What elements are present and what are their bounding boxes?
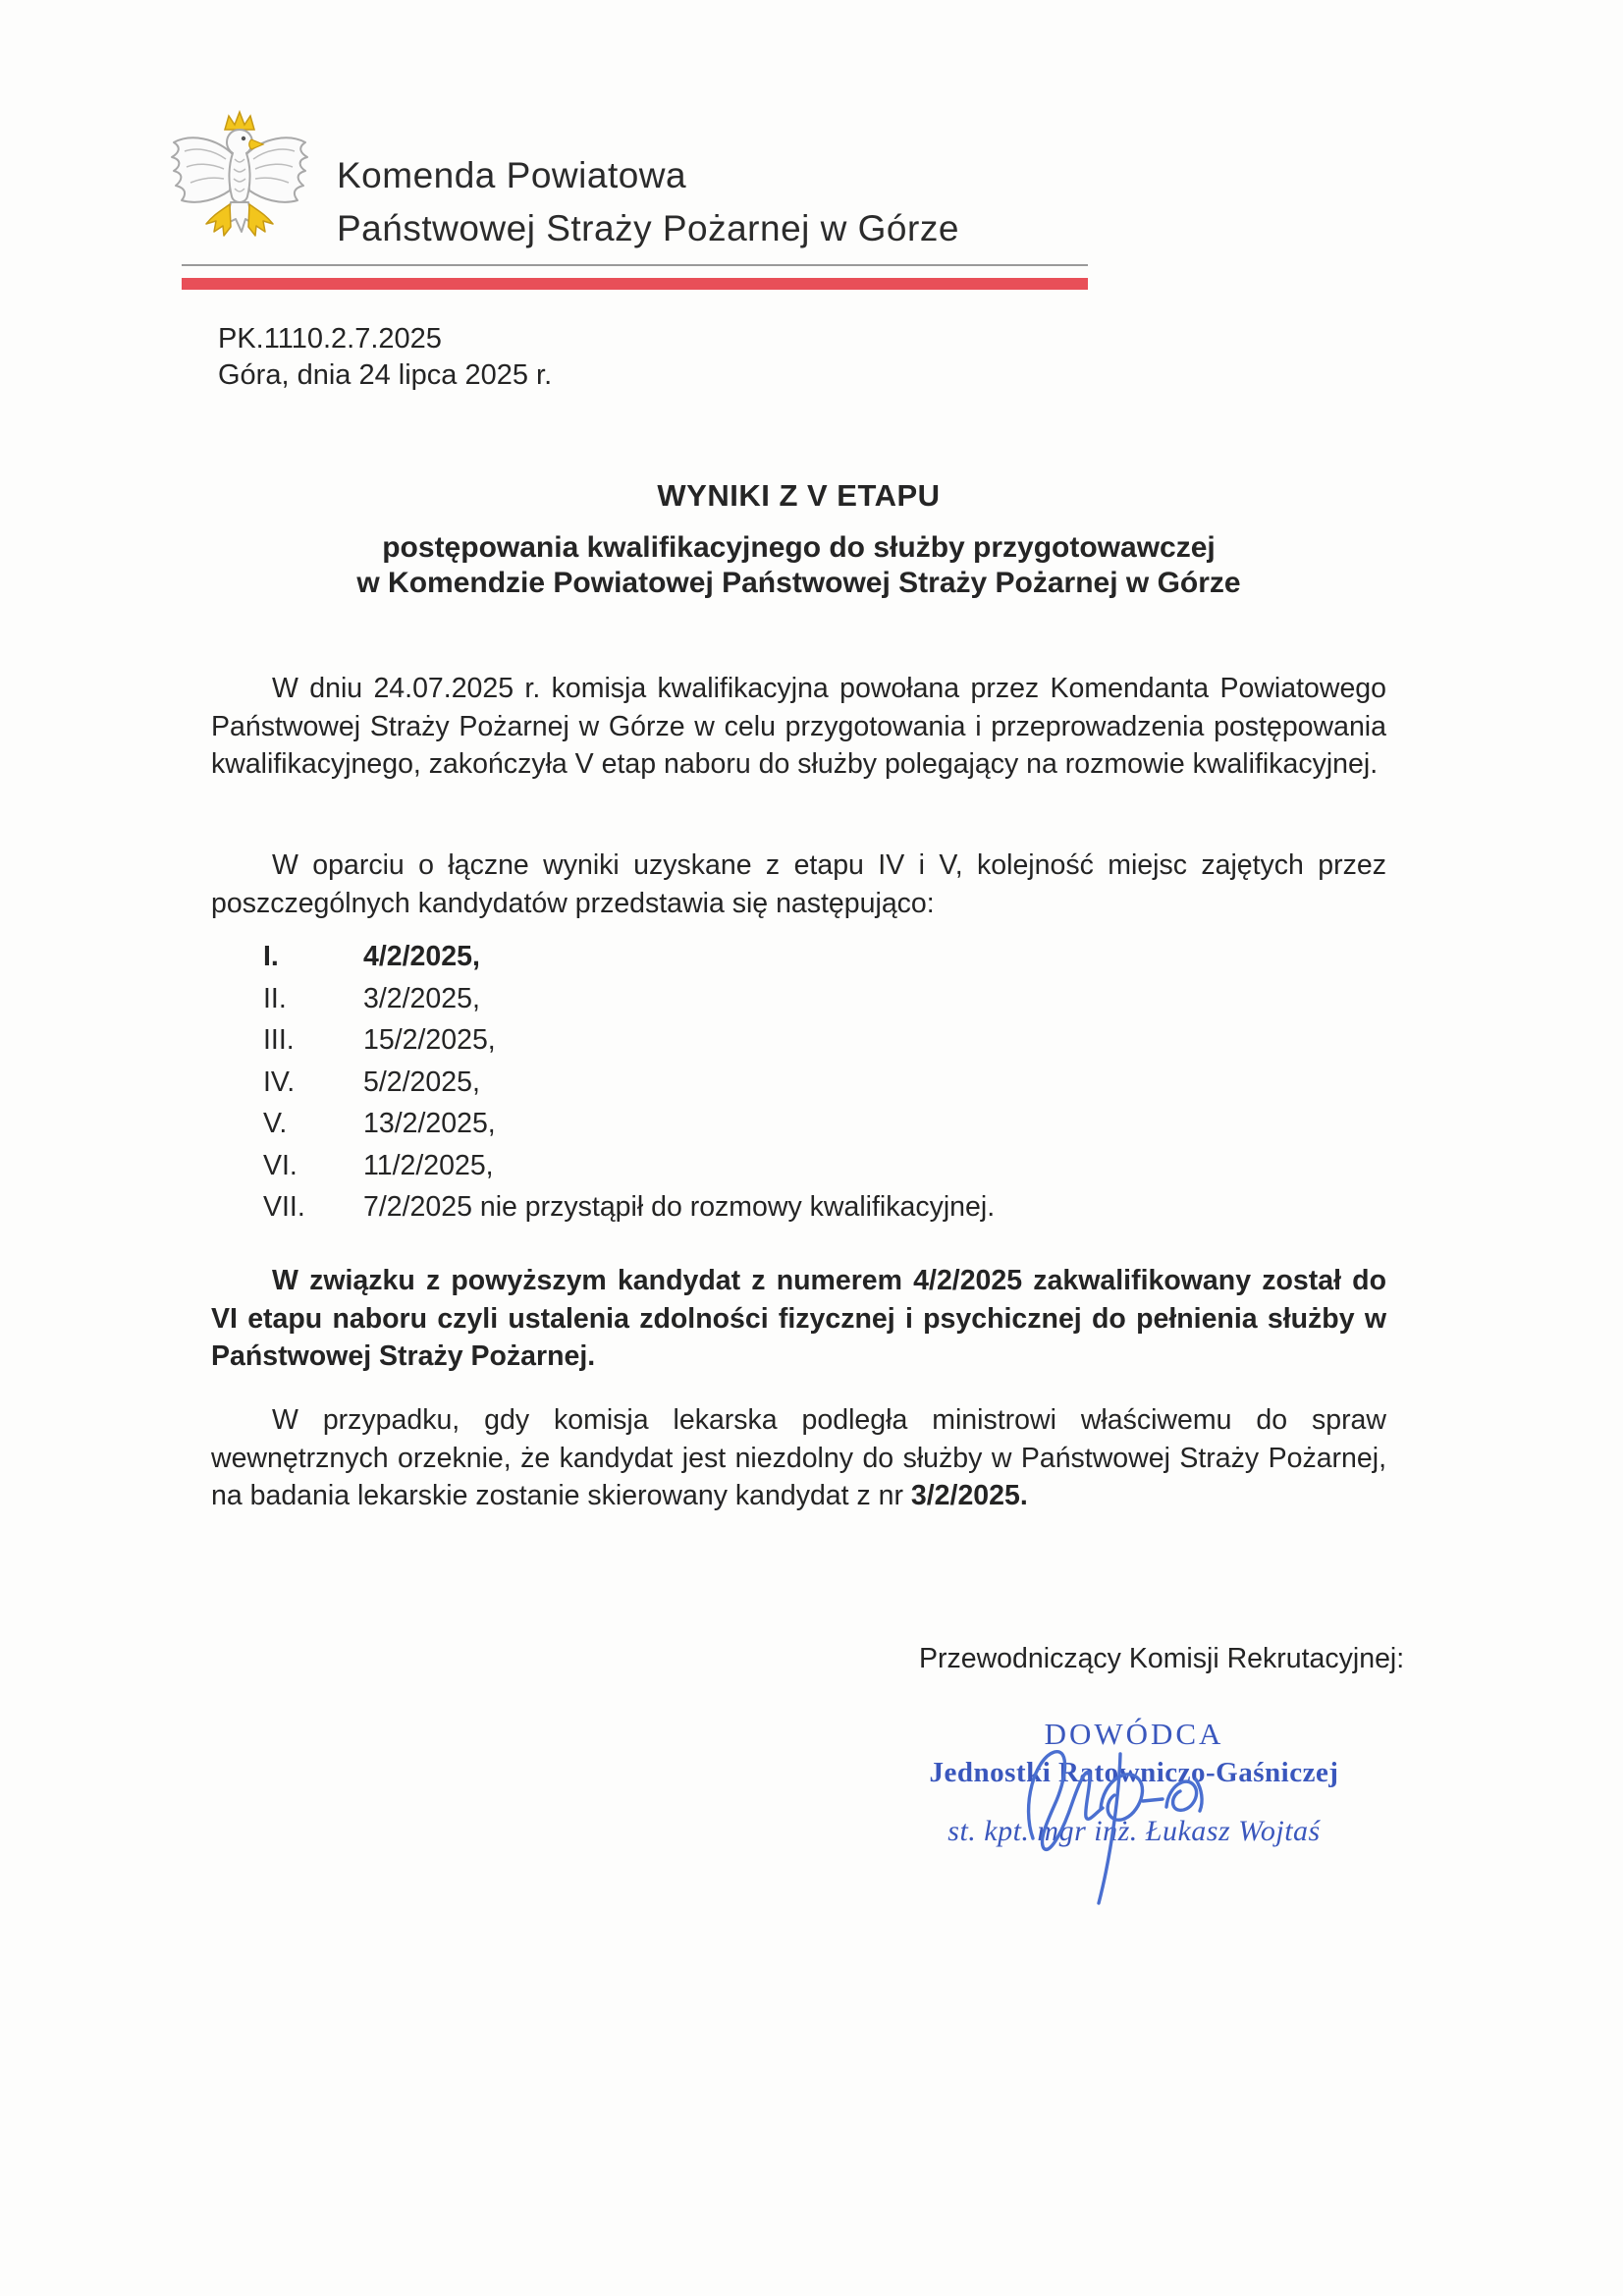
stamp-title: DOWÓDCA — [1044, 1717, 1224, 1751]
reference-block — [218, 321, 552, 394]
rank-numeral: I. — [263, 941, 279, 972]
candidate-ranking-list — [263, 941, 1382, 1233]
rank-numeral: IV. — [263, 1066, 296, 1098]
case-number: PK.1110.2.7.2025 — [218, 323, 442, 355]
place-and-date: Góra, dnia 24 lipca 2025 r. — [218, 359, 553, 391]
rank-value: 11/2/2025, — [363, 1149, 494, 1181]
organization-name-line1: Komenda Powiatowa — [337, 155, 687, 195]
header-divider-gray — [182, 264, 1088, 266]
title-line2: postępowania kwalifikacyjnego do służby przygotowawczej — [382, 531, 1216, 564]
ranking-row — [263, 1024, 1382, 1066]
handwritten-signature — [1003, 1721, 1249, 1912]
paragraph-medical-fallback — [211, 1401, 1386, 1515]
rank-numeral: VII. — [263, 1191, 305, 1223]
rank-value: 15/2/2025, — [363, 1024, 496, 1056]
ranking-row — [263, 1066, 1382, 1109]
rank-value: 5/2/2025, — [363, 1066, 480, 1098]
ranking-row — [263, 1150, 1382, 1192]
paragraph-commission-info: W dniu 24.07.2025 r. komisja kwalifikacyjna powołana przez Komendanta Powiatowego Państwowej Straży Pożarnej w Górze w celu przygotowania i przeprowadzenia postępowania kwalifikacyjnego, zakończyła V etap naboru do służby polegający na rozmowie kwalifikacyjnej. — [211, 673, 1386, 780]
stamp-officer-name: st. kpt. mgr inż. Łukasz Wojtaś — [947, 1815, 1321, 1847]
rank-numeral: V. — [263, 1108, 288, 1139]
ranking-row — [263, 941, 1382, 983]
rank-numeral: III. — [263, 1024, 295, 1056]
paragraph-results-intro: W oparciu o łączne wyniki uzyskane z etapu IV i V, kolejność miejsc zajętych przez poszczególnych kandydatów przedstawia się następująco: — [211, 849, 1386, 919]
polish-eagle-emblem — [165, 108, 312, 257]
stamp-unit: Jednostki Ratowniczo-Gaśniczej — [929, 1757, 1339, 1788]
ranking-row — [263, 983, 1382, 1025]
paragraph-qualified-candidate: W związku z powyższym kandydat z numerem 4/2/2025 zakwalifikowany został do VI etapu naboru czyli ustalenia zdolności fizycznej i psychicznej do pełnienia służby w Państwowej Straży Pożarnej. — [211, 1265, 1386, 1372]
fallback-candidate-number: 3/2/2025. — [910, 1480, 1028, 1511]
document-title — [211, 478, 1386, 601]
paragraph-medical-fallback-text: W przypadku, gdy komisja lekarska podległa ministrowi właściwemu do spraw wewnętrznych orzeknie, że kandydat jest niezdolny do służby w Państwowej Straży Pożarnej, na badania lekarskie zostanie skierowany kandydat z nr — [211, 1404, 1386, 1511]
rank-value: 3/2/2025, — [363, 982, 480, 1014]
ranking-row — [263, 1191, 1382, 1233]
ranking-row — [263, 1108, 1382, 1150]
rank-numeral: VI. — [263, 1149, 298, 1181]
title-line1: WYNIKI Z V ETAPU — [657, 478, 941, 513]
title-line3: w Komendzie Powiatowej Państwowej Straży Pożarnej w Górze — [356, 567, 1241, 599]
header-divider-red — [182, 278, 1088, 290]
rank-numeral: II. — [263, 982, 287, 1014]
rank-value: 7/2/2025 nie przystąpił do rozmowy kwalifikacyjnej. — [363, 1191, 996, 1223]
rank-value: 13/2/2025, — [363, 1108, 496, 1139]
rank-value: 4/2/2025, — [363, 941, 480, 972]
organization-name — [337, 149, 959, 255]
signature-heading: Przewodniczący Komisji Rekrutacyjnej: — [919, 1643, 1405, 1674]
organization-name-line2: Państwowej Straży Pożarnej w Górze — [337, 208, 959, 248]
